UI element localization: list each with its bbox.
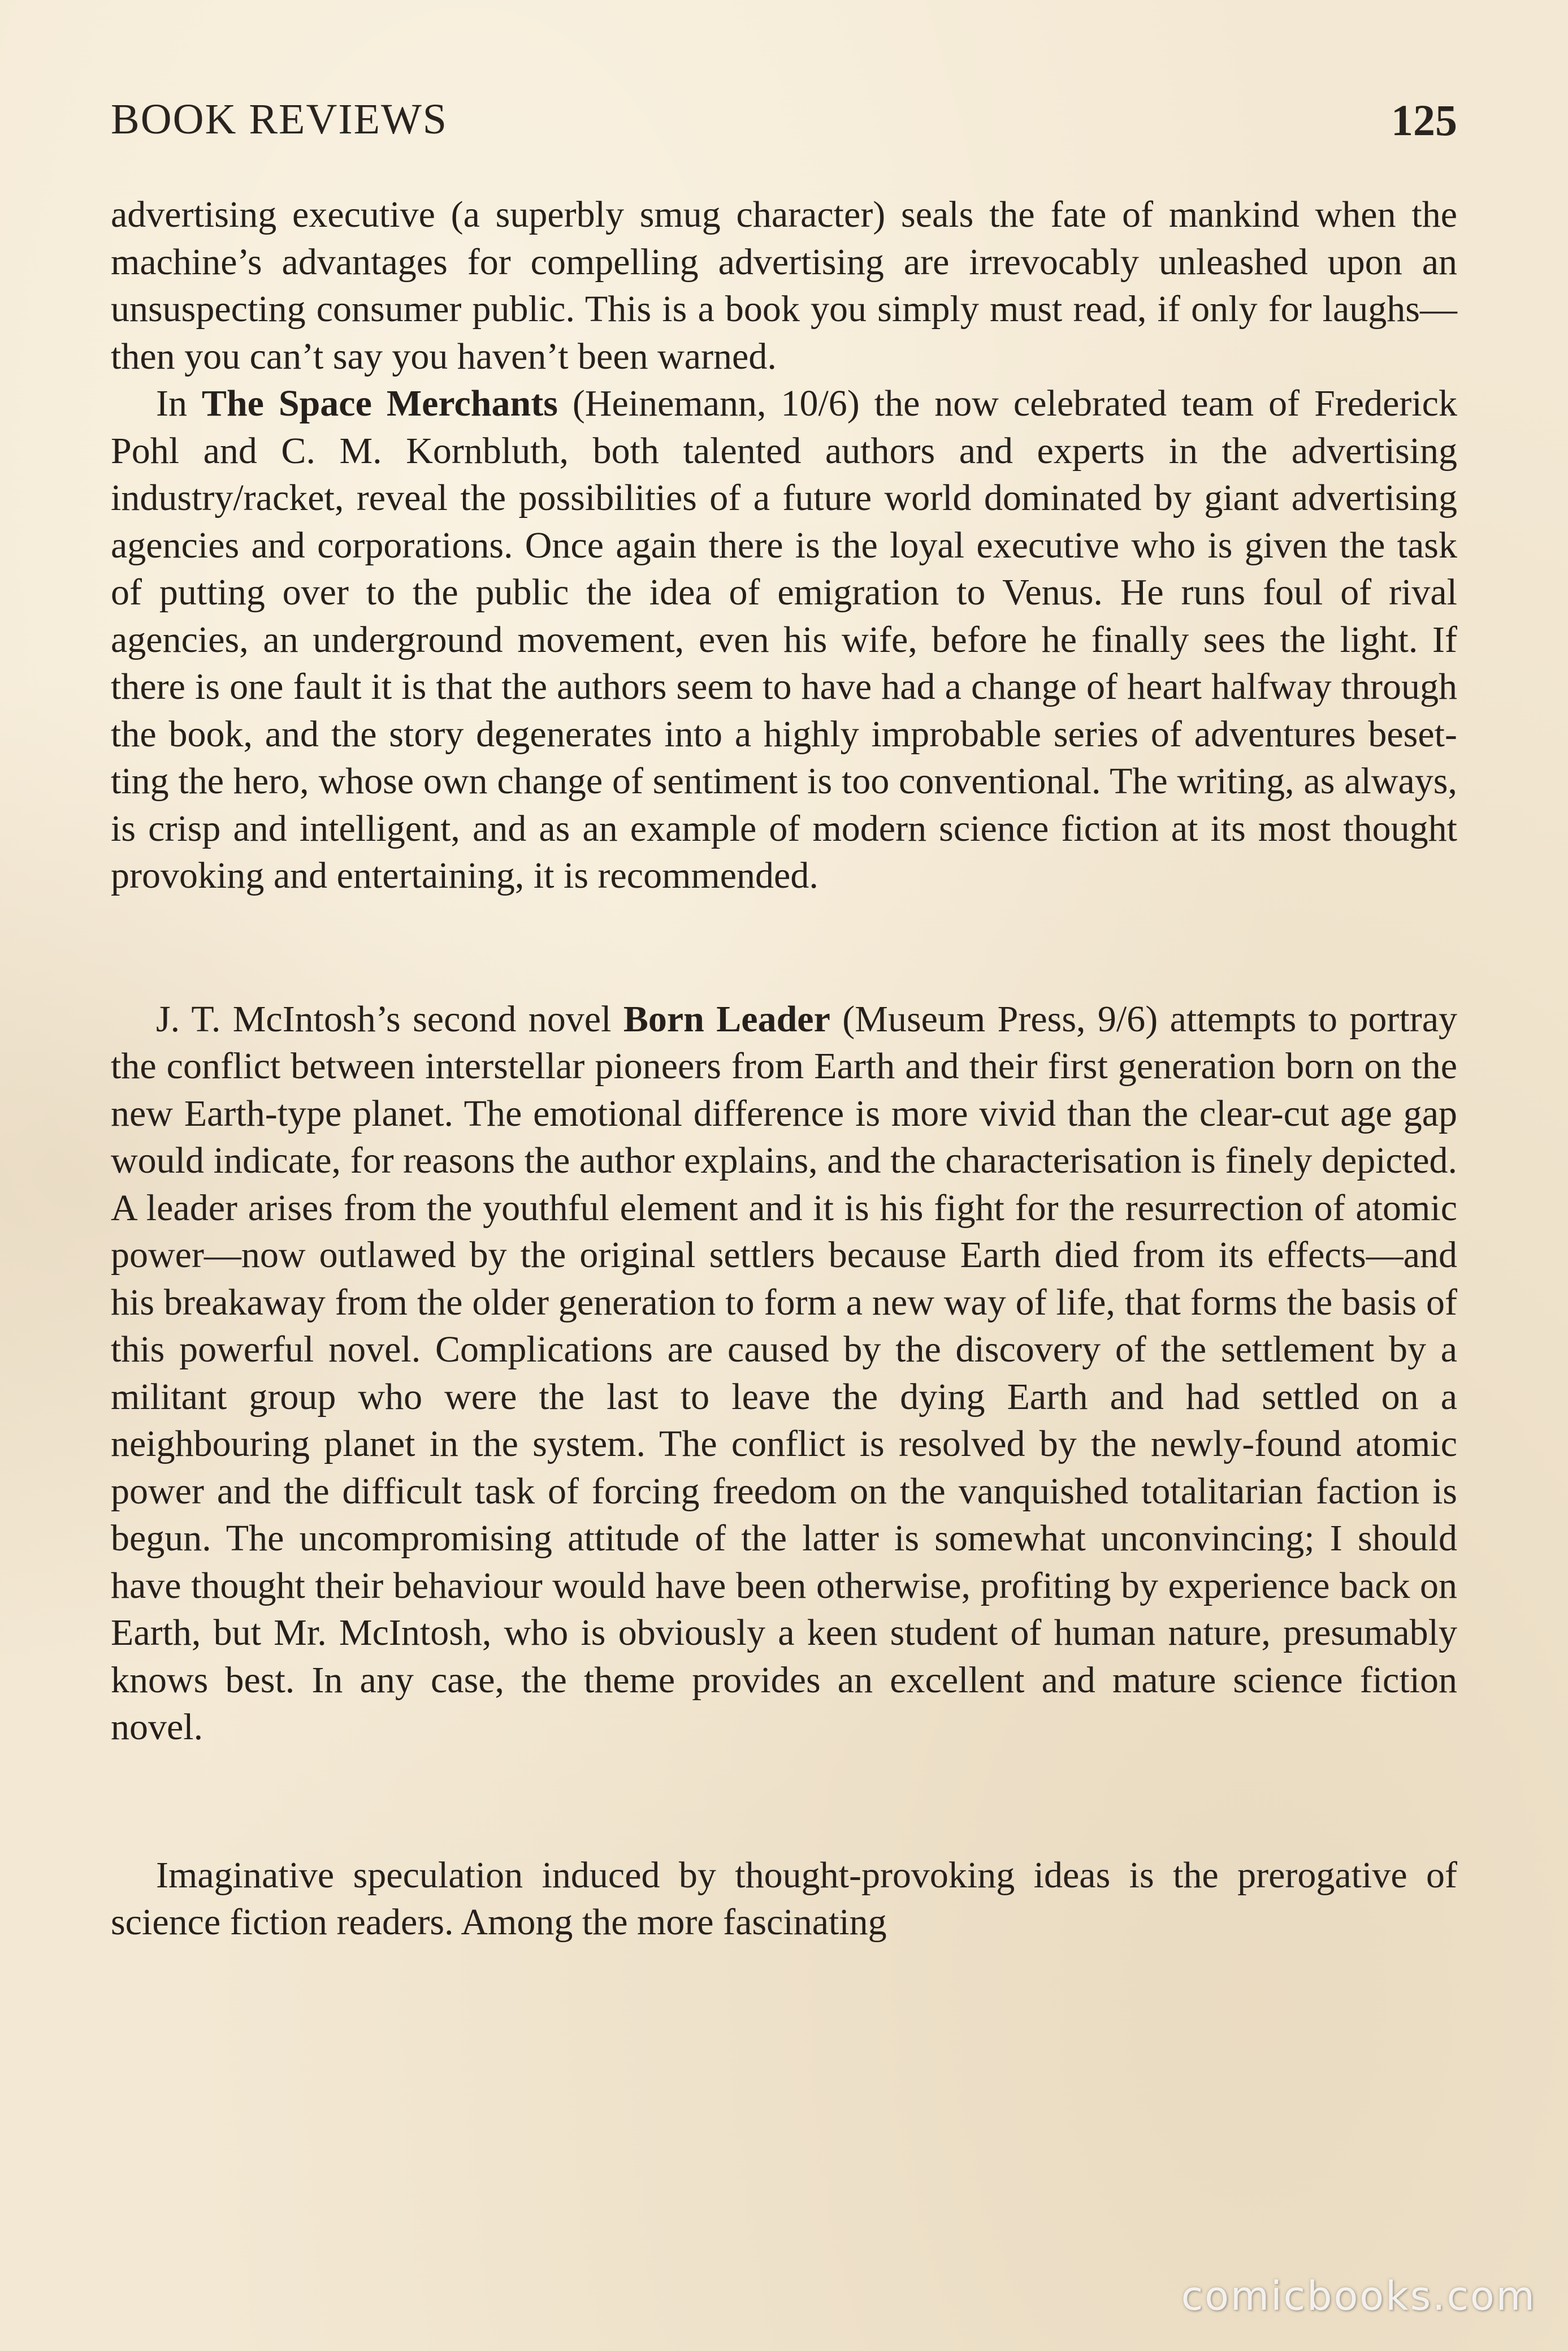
section-title: BOOK REVIEWS — [111, 96, 448, 143]
paragraph-imaginative-speculation: Imaginative speculation induced by thought-provoking ideas is the prerogative of science fiction readers. Among the more fascinating — [111, 1854, 1457, 1943]
running-head — [111, 95, 1457, 157]
site-watermark: comicbooks.com — [1181, 2273, 1536, 2319]
paragraph-born-leader-review — [111, 996, 1457, 1751]
paragraph-body: (Museum Press, 9/6) attempts to portray the conflict between interstellar pioneers from Earth and their first generation born on the new Earth-type planet. The emotional difference is more vivid than the clear-cut age gap would indicate, for reasons the author explains, and the characterisation is finely depicted. A leader arises from the youthful element and it is his fight for the resurrection of atomic power—now outlawed by the original settlers because Earth died from its effects—and his breakaway from the older generation to form a new way of life, that forms the basis of this powerful novel. Complications are caused by the discovery of the settlement by a militant group who were the last to leave the dying Earth and had settled on a neighbouring planet in the system. The conflict is resolved by the newly-found atomic power and the difficult task of forcing freedom on the vanquished totalitarian faction is begun. The uncompromising attitude of the latter is somewhat unconvincing; I should have thought their behaviour would have been otherwise, profiting by experience back on Earth, but Mr. McIntosh, who is obviously a keen student of human nature, presumably knows best. In any case, the theme provides an excellent and mature science fiction novel. — [111, 998, 1458, 1748]
page-number: 125 — [1391, 96, 1457, 145]
paragraph-space-merchants-review — [111, 380, 1457, 900]
paragraph-continuation: advertising executive (a superbly smug character) seals the fate of mankind when the machine’s advantages for compelling advertising are irrevocably unleashed upon an unsuspecting consumer public. This is a book you simply must read, if only for laughs—then you can’t say you haven’t been warned. — [111, 194, 1457, 377]
book-title-born-leader: Born Leader — [623, 998, 830, 1040]
paragraph-lead: J. T. McIntosh’s second novel — [156, 998, 623, 1040]
paragraph-lead: In — [156, 383, 202, 424]
book-title-space-merchants: The Space Merchants — [201, 383, 558, 424]
paragraph-body: (Heinemann, 10/6) the now celebrated team of Frederick Pohl and C. M. Kornbluth, both talented authors and experts in the advertising industry/racket, reveal the possibilities of a future world dominated by giant advertising agencies and corporations. Once again there is the loyal executive who is given the task of putting over to the public the idea of emigration to Venus. He runs foul of rival agencies, an underground movement, even his wife, before he finally sees the light. If there is one fault it is that the authors seem to have had a change of heart halfway through the book, and the story degenerates into a highly improbable series of adventures besetting the hero, whose own change of sentiment is too conventional. The writing, as always, is crisp and intelligent, and as an example of modern science fiction at its most thought provoking and entertaining, it is recommended. — [111, 383, 1457, 896]
review-body — [111, 191, 1457, 1946]
